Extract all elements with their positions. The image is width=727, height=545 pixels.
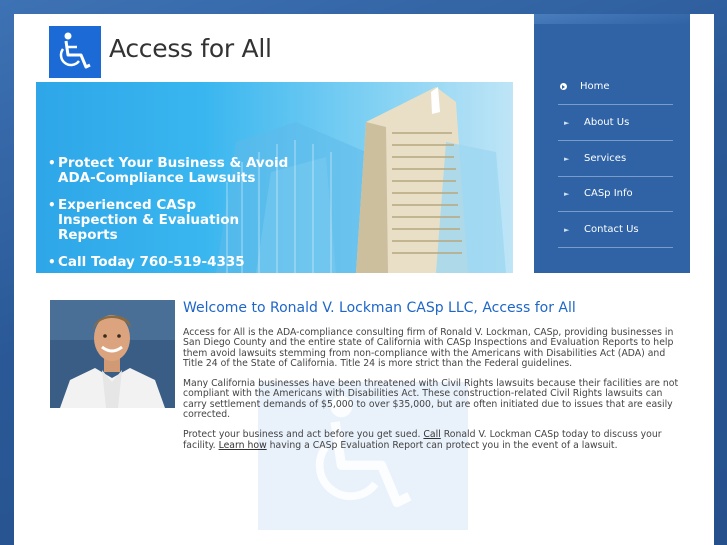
active-bullet-icon [558,83,580,90]
lawsuit-paragraph: Many California businesses have been threatened with Civil Rights lawsuits because their facilities are not compliant with the Americans with Disabilities Act. These construction-related Civil Rights lawsuits can carry settlement demands of $5,000 to over $35,000, but are often initiated due to issues that are easily corrected. [183,378,679,421]
nav-item-services[interactable] [558,141,673,177]
nav-item-label: Services [584,153,627,164]
nav-item-label: Contact Us [584,224,639,235]
banner-bullet: • Protect Your Business & Avoid ADA-Compliance Lawsuits [48,156,298,186]
main-content [183,328,683,461]
nav-item-label: CASp Info [584,188,633,199]
site-title: Access for All [109,34,272,63]
logo[interactable] [49,26,101,78]
arrow-icon: ► [564,189,570,198]
hero-banner [36,82,513,273]
banner-bullet: • Experienced CASp Inspection & Evaluation Reports [48,198,278,243]
cta-paragraph [183,430,683,451]
cta-text: Ronald V. Lockman CASp today to discuss your facility. [183,429,662,451]
nav-top-accent [534,14,690,24]
learn-how-link[interactable]: Learn how [218,439,267,451]
nav-item-home[interactable] [558,69,673,105]
nav-item-casp-info[interactable] [558,176,673,212]
cta-text: having a CASp Evaluation Report can protect you in the event of a lawsuit. [266,439,618,451]
arrow-icon: ► [564,225,570,234]
nav-item-about-us[interactable] [558,105,673,141]
intro-paragraph: Access for All is the ADA-compliance consulting firm of Ronald V. Lockman, CASp, providing businesses in San Diego County and the entire state of California with CASp Inspections and Evaluation Reports to help them avoid lawsuits stemming from non-compliance with the Americans with Disabilities Act (ADA) and Title 24 of the State of California. Title 24 is more strict than the Federal guidelines. [183,327,674,369]
page-container [14,14,714,545]
nav-item-label: About Us [584,117,630,128]
banner-bullet: • Call Today 760-519-4335 [48,255,298,270]
arrow-icon: ► [564,118,570,127]
owner-photo [50,300,175,408]
main-nav [534,14,690,273]
call-link[interactable]: Call [423,429,441,441]
page-title: Welcome to Ronald V. Lockman CASp LLC, Access for All [183,300,576,316]
nav-item-label: Home [580,81,610,92]
wheelchair-icon [55,31,95,73]
banner-bullets [48,156,298,273]
arrow-icon: ► [564,154,570,163]
nav-item-contact-us[interactable] [558,212,673,248]
cta-text: Protect your business and act before you get sued. [183,429,424,441]
